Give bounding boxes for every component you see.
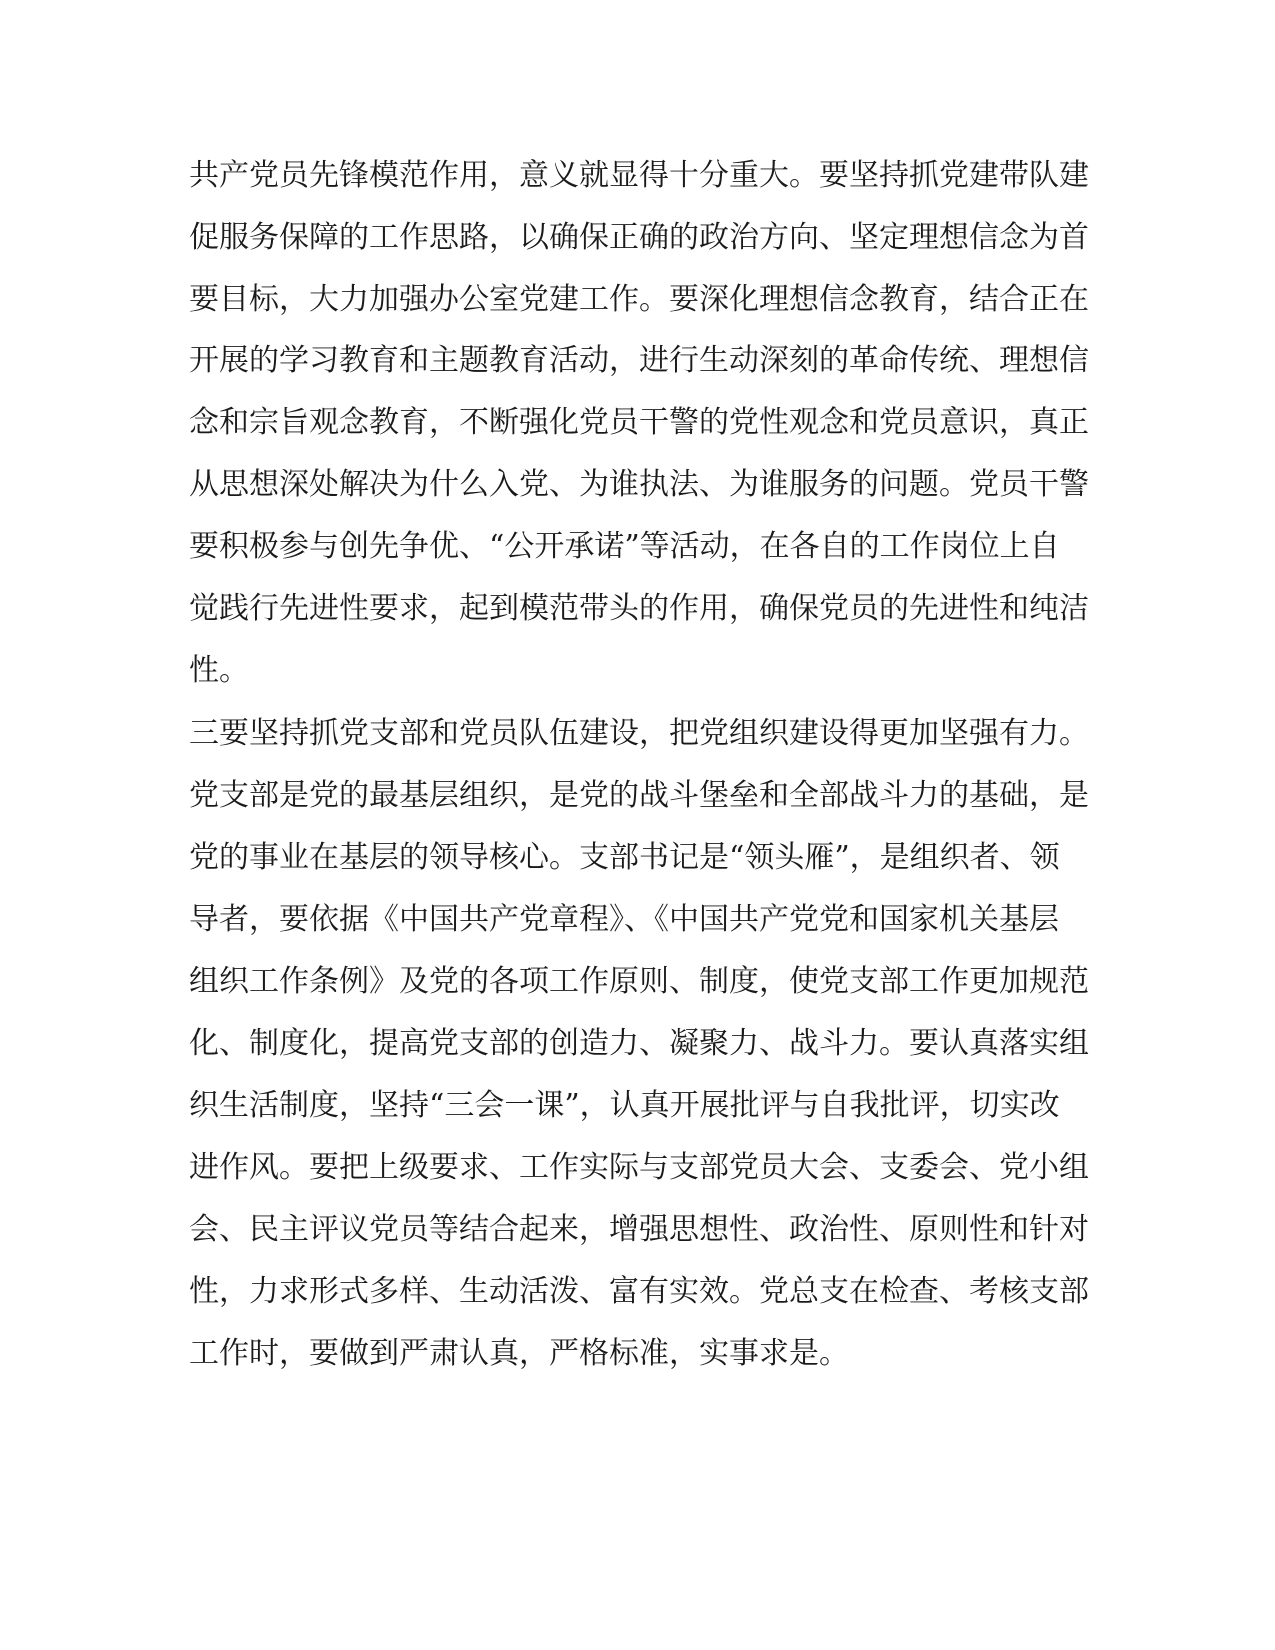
section-heading: 三要坚持抓党支部和党员队伍建设，把党组织建设得更加坚强有力。 bbox=[189, 716, 1089, 751]
text-line: 性，力求形式多样、生动活泼、富有实效。党总支在检查、考核支部 bbox=[189, 1274, 1089, 1309]
text-line: 共产党员先锋模范作用，意义就显得十分重大。要坚持抓党建带队建 bbox=[189, 158, 1089, 193]
text-line: 进作风。要把上级要求、工作实际与支部党员大会、支委会、党小组 bbox=[189, 1150, 1089, 1185]
text-line: 促服务保障的工作思路，以确保正确的政治方向、坚定理想信念为首 bbox=[189, 220, 1089, 255]
text-line: 觉践行先进性要求，起到模范带头的作用，确保党员的先进性和纯洁 bbox=[189, 591, 1089, 626]
text-line: 党的事业在基层的领导核心。支部书记是“领头雁”，是组织者、领 bbox=[189, 840, 1060, 875]
text-line: 党支部是党的最基层组织，是党的战斗堡垒和全部战斗力的基础，是 bbox=[189, 778, 1089, 813]
text-line: 织生活制度，坚持“三会一课”，认真开展批评与自我批评，切实改 bbox=[189, 1088, 1060, 1123]
text-line: 要积极参与创先争优、“公开承诺”等活动，在各自的工作岗位上自 bbox=[189, 529, 1060, 564]
text-line: 从思想深处解决为什么入党、为谁执法、为谁服务的问题。党员干警 bbox=[189, 467, 1089, 502]
text-line: 工作时，要做到严肃认真，严格标准，实事求是。 bbox=[189, 1336, 849, 1371]
text-line: 性。 bbox=[189, 653, 249, 688]
text-line: 开展的学习教育和主题教育活动，进行生动深刻的革命传统、理想信 bbox=[189, 343, 1089, 378]
text-line: 念和宗旨观念教育，不断强化党员干警的党性观念和党员意识，真正 bbox=[189, 405, 1089, 440]
text-line: 组织工作条例》及党的各项工作原则、制度，使党支部工作更加规范 bbox=[189, 964, 1089, 999]
text-line: 要目标，大力加强办公室党建工作。要深化理想信念教育，结合正在 bbox=[189, 282, 1089, 317]
text-line: 导者，要依据《中国共产党章程》、《中国共产党党和国家机关基层 bbox=[189, 902, 1059, 937]
text-line: 会、民主评议党员等结合起来，增强思想性、政治性、原则性和针对 bbox=[189, 1212, 1089, 1247]
text-line: 化、制度化，提高党支部的创造力、凝聚力、战斗力。要认真落实组 bbox=[189, 1026, 1089, 1061]
